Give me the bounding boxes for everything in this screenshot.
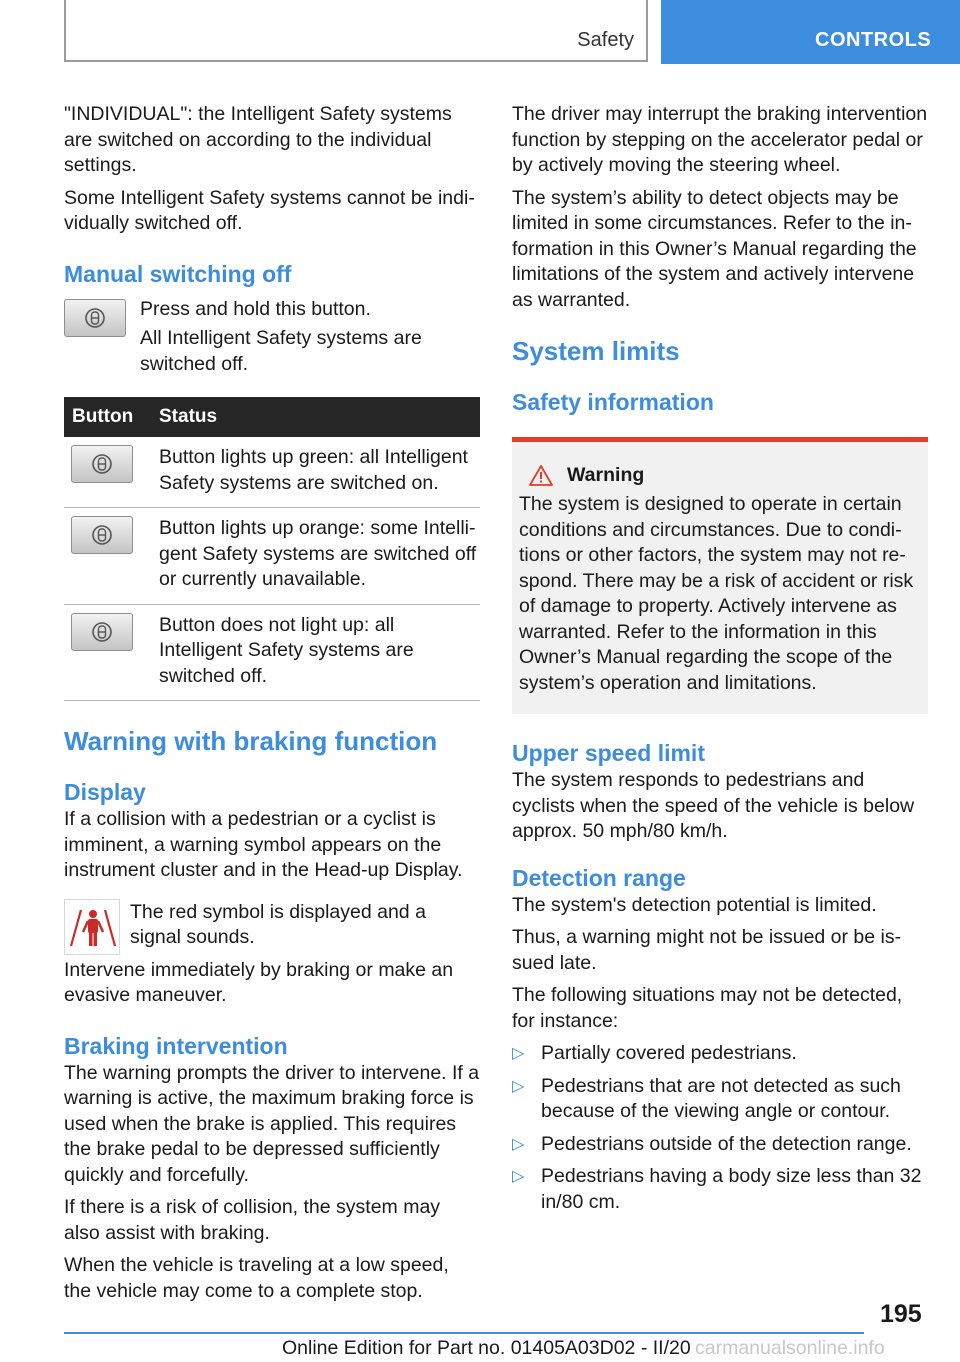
detection-paragraph-3: The following situations may not be detected, for instance: (512, 984, 903, 1032)
pedestrian-warning-icon (64, 899, 120, 955)
warning-text: The system is designed to operate in certain conditions and circumstances. Due to conditions or other factors, the system may not respond. There may be a risk of accident or risk of damage to property. Actively intervene as warranted. Refer to the information in this Owner’s Manual regarding the scope of the system’s operation and limitations. (519, 493, 914, 694)
status-orange-text: Button lights up orange: some Intelligent Safety systems are switched off or currently unavailable. (157, 508, 480, 605)
triangle-bullet-icon: ▷ (512, 1135, 525, 1153)
heading-manual-switching-off: Manual switching off (64, 260, 292, 287)
warning-box (512, 437, 928, 714)
braking-paragraph-3: When the vehicle is traveling at a low speed, the vehicle may come to a complete stop. (64, 1254, 449, 1302)
table-row (64, 508, 480, 605)
edition-text: Online Edition for Part no. 01405A03D02 - II/20 (282, 1337, 691, 1359)
interrupt-paragraph: The driver may interrupt the braking intervention function by stepping on the accelerator pedal or by actively moving the steering wheel. (512, 103, 928, 176)
paragraph-individual-off: Some Intelligent Safety systems cannot be individually switched off. (64, 186, 475, 234)
list-item: ▷ Pedestrians having a body size less than 32 in/80 cm. (512, 1165, 922, 1213)
button-off-icon (71, 613, 133, 651)
heading-warning-braking: Warning with braking function (64, 726, 438, 756)
button-orange-icon (71, 516, 133, 554)
manual-off-instruction (64, 297, 480, 378)
warning-triangle-icon (529, 465, 553, 486)
status-green-text: Button lights up green: all Intelligent Safety systems are switched on. (157, 437, 480, 508)
press-hold-text: Press and hold this button. (140, 297, 371, 320)
detect-ability-paragraph: The system’s ability to detect objects may be limited in some circumstances. Refer to the information in this Owner’s Manual regarding the limitations of the system and actively intervene as warranted. (512, 186, 917, 311)
header-section-box (64, 0, 648, 62)
paragraph-individual: "INDIVIDUAL": the Intelligent Safety systems are switched on according to the individual settings. (64, 103, 452, 176)
heading-upper-speed-limit: Upper speed limit (512, 740, 705, 766)
intelligent-safety-button-icon (64, 299, 126, 337)
table-header-status: Status (157, 397, 480, 437)
heading-detection-range: Detection range (512, 864, 686, 891)
heading-display: Display (64, 779, 146, 805)
triangle-bullet-icon: ▷ (512, 1077, 525, 1095)
detection-paragraph-2: Thus, a warning might not be issued or be issued late. (512, 926, 902, 974)
braking-paragraph-2: If there is a risk of collision, the system may also assist with braking. (64, 1196, 441, 1244)
watermark-text: carmanualsonline.info (695, 1337, 885, 1359)
red-symbol-text: The red symbol is displayed and a signal sounds. (130, 900, 426, 948)
section-title: Safety (577, 29, 634, 51)
table-header-button: Button (64, 397, 157, 437)
warning-title: Warning (567, 464, 645, 486)
left-column (64, 102, 480, 1311)
display-paragraph: If a collision with a pedestrian or a cyclist is imminent, a warning symbol appears on the instrument cluster and in the Head-up Display. (64, 808, 463, 881)
detection-paragraph-1: The system's detection potential is limited. (512, 893, 877, 916)
button-status-table (64, 397, 480, 701)
detection-list (512, 1041, 928, 1215)
list-item: ▷ Pedestrians that are not detected as such because of the viewing angle or contour. (512, 1074, 901, 1122)
heading-braking-intervention: Braking intervention (64, 1032, 288, 1059)
footer-divider (64, 1332, 864, 1334)
all-off-text: All Intelligent Safety systems are switched off. (140, 327, 422, 375)
speed-paragraph: The system responds to pedestrians and cyclists when the speed of the vehicle is below approx. 50 mph/80 km/h. (512, 769, 915, 842)
list-item: ▷ Partially covered pedestrians. (512, 1041, 928, 1067)
table-row (64, 437, 480, 508)
braking-paragraph-1: The warning prompts the driver to intervene. If a warning is active, the maximum braking force is used when the brake is applied. This requires the brake pedal to be depressed sufficiently quickly and forcefully. (64, 1061, 480, 1186)
triangle-bullet-icon: ▷ (512, 1045, 525, 1062)
right-column (512, 102, 928, 1222)
intervene-paragraph: Intervene immediately by braking or make an evasive maneuver. (64, 958, 454, 1006)
chapter-tab[interactable]: CONTROLS (661, 0, 960, 64)
table-row (64, 604, 480, 701)
status-off-text: Button does not light up: all Intelligent Safety systems are switched off. (157, 604, 480, 701)
page-number: 195 (880, 1300, 922, 1328)
heading-system-limits: System limits (512, 336, 680, 366)
triangle-bullet-icon: ▷ (512, 1168, 525, 1185)
red-symbol-row (64, 900, 480, 958)
button-green-icon (71, 445, 133, 483)
list-item: ▷ Pedestrians outside of the detection range. (512, 1132, 928, 1158)
heading-safety-information: Safety information (512, 389, 714, 415)
